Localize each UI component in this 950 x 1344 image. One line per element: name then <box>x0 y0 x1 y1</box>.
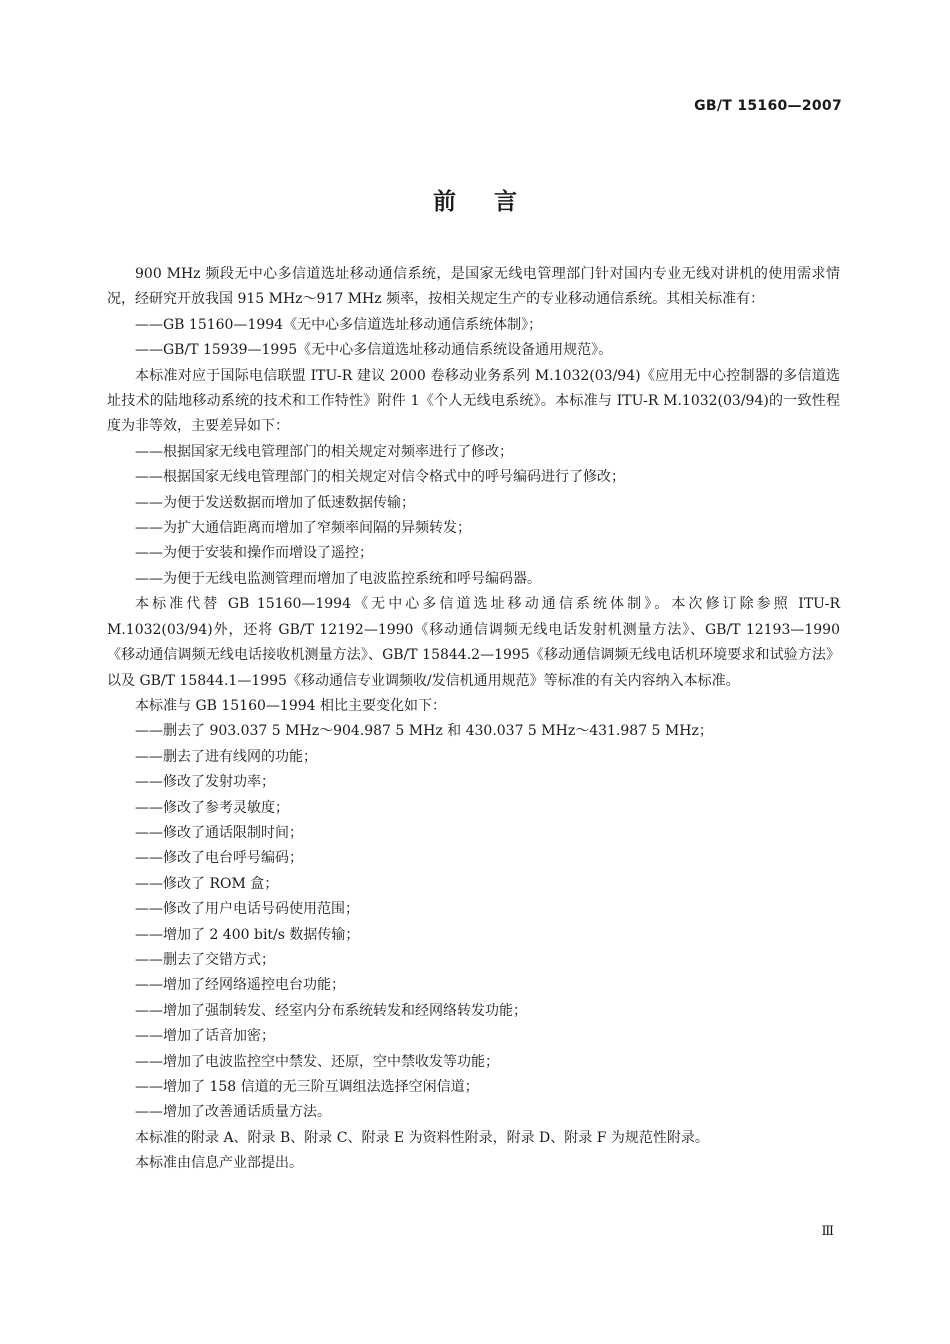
list-item: ——修改了参考灵敏度； <box>135 799 289 816</box>
document-body <box>107 262 840 1177</box>
list-item: ——修改了通话限制时间； <box>135 824 303 841</box>
changes-intro: 本标准与 GB 15160—1994 相比主要变化如下： <box>135 697 446 714</box>
list-item: ——增加了 158 信道的无三阶互调组法选择空闲信道； <box>135 1079 479 1095</box>
list-item: ——删去了进有线网的功能； <box>135 748 317 765</box>
page-number: Ⅲ <box>821 1224 834 1239</box>
list-item: ——根据国家无线电管理部门的相关规定对信令格式中的呼号编码进行了修改； <box>135 469 625 486</box>
correspondence-paragraph: 本标准对应于国际电信联盟 ITU-R 建议 2000 卷移动业务系列 M.1032(03/94)《应用无中心控制器的多信道选址技术的陆地移动系统的技术和工作特性》附件 1《个人无线电系统》。本标准与 ITU-R M.1032(03/94)的一致性程度为非等效，主要差异如下： <box>107 367 840 435</box>
list-item: ——增加了强制转发、经室内分布系统转发和经网络转发功能； <box>135 1002 527 1019</box>
appendix-note: 本标准的附录 A、附录 B、附录 C、附录 E 为资料性附录，附录 D、附录 F 为规范性附录。 <box>135 1129 709 1146</box>
intro-paragraph: 900 MHz 频段无中心多信道选址移动通信系统，是国家无线电管理部门针对国内专业无线对讲机的使用需求情况，经研究开放我国 915 MHz～917 MHz 频率，按相关规定生产的专业移动通信系统。其相关标准有： <box>107 266 840 308</box>
list-item: ——修改了电台呼号编码； <box>135 850 303 867</box>
list-item: ——删去了 903.037 5 MHz～904.987 5 MHz 和 430.037 5 MHz～431.987 5 MHz； <box>135 723 713 740</box>
list-item: ——增加了经网络遥控电台功能； <box>135 977 345 994</box>
replacement-paragraph: 本标准代替 GB 15160—1994《无中心多信道选址移动通信系统体制》。本次修订除参照 ITU-R M.1032(03/94)外，还将 GB/T 12192—1990《移动通信调频无线电话发射机测量方法》、GB/T 12193—1990《移动通信调频无线电话接收机测量方法》、GB/T 15844.2—1995《移动通信调频无线电话机环境要求和试验方法》以及 GB/T 15844.1—1995《移动通信专业调频收/发信机通用规范》等标准的有关内容纳入本标准。 <box>107 596 840 689</box>
list-item: ——为便于发送数据而增加了低速数据传输； <box>135 494 415 511</box>
list-item: ——根据国家无线电管理部门的相关规定对频率进行了修改； <box>135 443 513 460</box>
list-item: ——修改了 ROM 盒； <box>135 875 279 892</box>
list-item: ——为扩大通信距离而增加了窄频率间隔的异频转发； <box>135 520 471 537</box>
list-item: ——修改了用户电话号码使用范围； <box>135 901 359 918</box>
list-item: ——修改了发射功率； <box>135 774 275 791</box>
list-item: ——增加了话音加密； <box>135 1028 275 1045</box>
list-item: ——增加了 2 400 bit/s 数据传输； <box>135 926 360 943</box>
list-item: ——删去了交错方式； <box>135 951 275 968</box>
page-title: 前言 <box>433 189 555 215</box>
list-item: ——为便于安装和操作而增设了遥控； <box>135 545 373 562</box>
list-item: ——增加了电波监控空中禁发、还原，空中禁收发等功能； <box>135 1053 499 1070</box>
standard-code: GB/T 15160—2007 <box>694 98 842 114</box>
list-item: ——GB/T 15939—1995《无中心多信道选址移动通信系统设备通用规范》。 <box>135 342 613 359</box>
proposer-note: 本标准由信息产业部提出。 <box>135 1155 303 1172</box>
list-item: ——为便于无线电监测管理而增加了电波监控系统和呼号编码器。 <box>135 570 541 587</box>
list-item: ——GB 15160—1994《无中心多信道选址移动通信系统体制》； <box>135 316 543 333</box>
list-item: ——增加了改善通话质量方法。 <box>135 1104 331 1121</box>
